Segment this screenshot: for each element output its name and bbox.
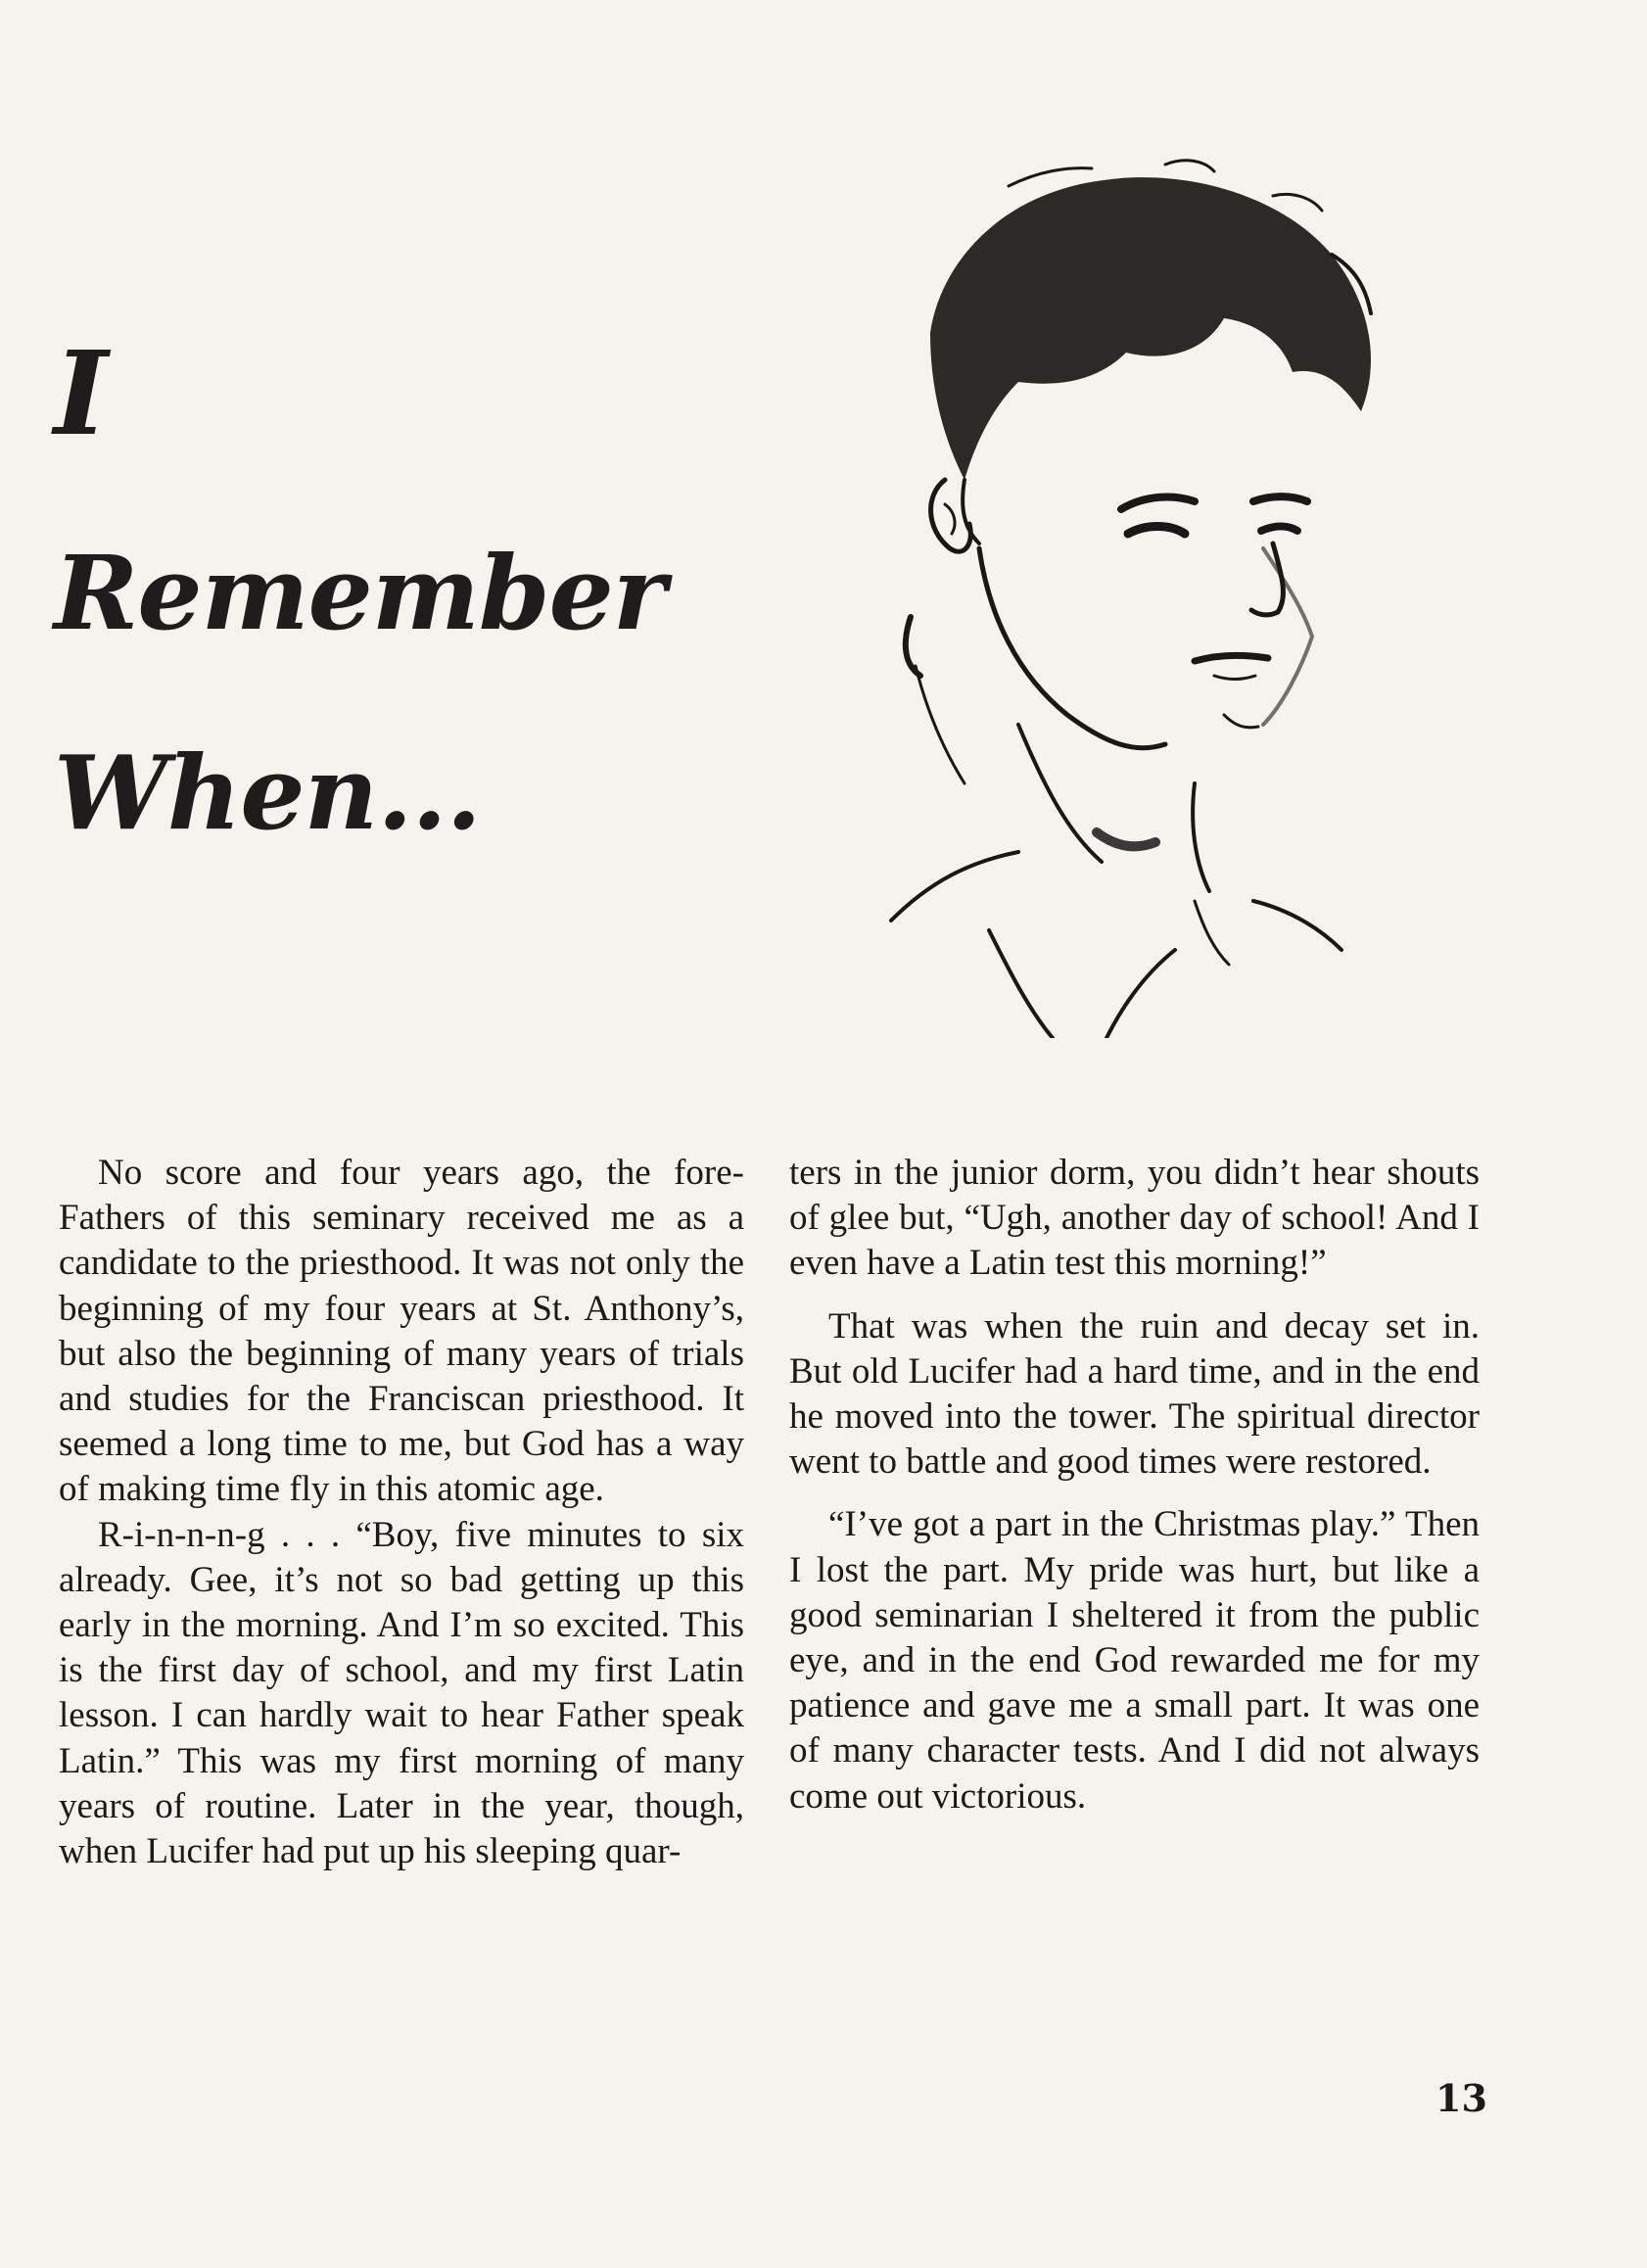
paragraph: ters in the junior dorm, you didn’t hear shouts of glee but, “Ugh, another day of school! And I even have a Latin test this morning!”	[789, 1153, 1480, 1284]
title-line-1: I	[54, 325, 108, 461]
paragraph: “I’ve got a part in the Christmas play.” Then I lost the part. My pride was hurt, but like a good seminarian I sheltered it from the public eye, and in the end God rewarded me for my patience and gave me a small part. It was one of many character tests. And I did not always come out victorious.	[789, 1504, 1480, 1817]
paragraph: R-i-n-n-n-g . . . “Boy, five minutes to six already. Gee, it’s not so bad getting up this early in the morning. And I’m so excited. This is the first day of school, and my first Latin lesson. I can hardly wait to hear Father speak Latin.” This was my first morning of many years of routine. Later in the year, though, when Lucifer had put up his sleeping quar-	[59, 1514, 744, 1872]
left-column	[59, 1151, 744, 1874]
paragraph: That was when the ruin and decay set in. But old Lucifer had a hard time, and in the end he moved into the tower. The spiritual director went to battle and good times were restored.	[789, 1305, 1480, 1483]
page-title	[54, 294, 666, 893]
right-column	[789, 1151, 1480, 1819]
paragraph: No score and four years ago, the fore-Fathers of this seminary received me as a candidate to the priesthood. It was not only the beginning of my four years at St. Anthony’s, but also the beginning of many years of trials and studies for the Franciscan priesthood. It seemed a long time to me, but God has a way of making time fly in this atomic age.	[59, 1153, 744, 1510]
title-line-3: When...	[54, 732, 481, 853]
boy-portrait-sketch-icon	[871, 157, 1420, 1038]
title-line-2: Remember	[54, 533, 666, 653]
page-number: 13	[1435, 2076, 1487, 2120]
